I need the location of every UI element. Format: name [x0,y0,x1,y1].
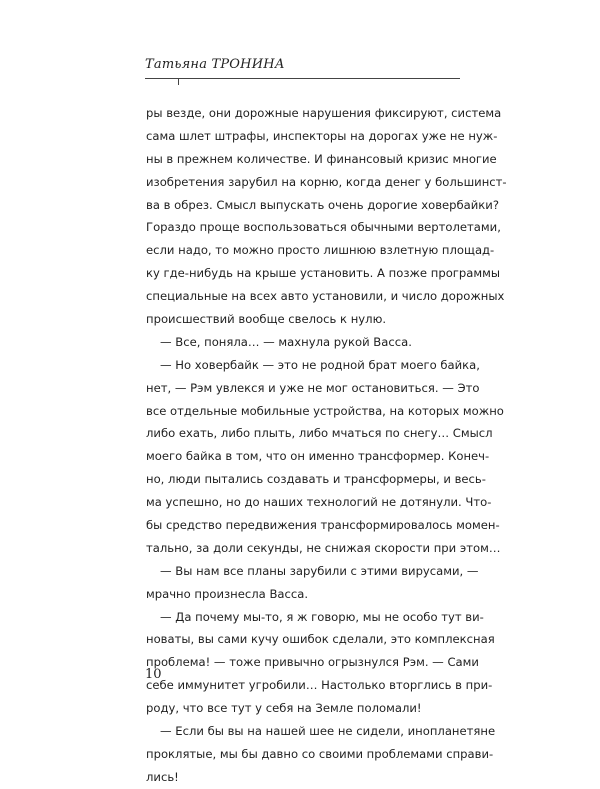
text-line: происшествий вообще свелось к нулю. [146,312,387,327]
text-line: бы средство передвижения трансформировалось момен- [146,518,500,533]
text-line: — Но ховербайк — это не родной брат моего байка, [160,357,480,372]
text-line: новаты, вы сами кучу ошибок сделали, это комплексная [146,632,495,647]
text-line: Гораздо проще воспользоваться обычными вертолетами, [146,220,501,235]
text-line: — Вы нам все планы зарубили с этими вирусами, — [160,563,479,578]
text-line: либо ехать, либо плыть, либо мчаться по снегу… Смысл [146,426,493,441]
text-line: сама шлет штрафы, инспекторы на дорогах уже не нуж- [146,128,498,143]
text-line: моего байка в том, что он именно трансформер. Конеч- [146,449,490,464]
text-line: все отдельные мобильные устройства, на которых можно [146,403,504,418]
text-line: проклятые, мы бы давно со своими проблемами справи- [146,746,494,761]
text-line: ма успешно, но до наших технологий не дотянули. Что- [146,495,492,510]
text-line: нет, — Рэм увлекся и уже не мог остановиться. — Это [146,380,480,395]
running-head-rule [145,78,460,79]
page-number: 10 [145,667,162,682]
body-text [146,102,507,789]
text-line: себе иммунитет угробили… Настолько вторглись в при- [146,678,493,693]
text-line: ку где-нибудь на крыше установить. А позже программы [146,266,500,281]
text-line: ны в прежнем количестве. И финансовый кризис многие [146,151,497,166]
running-head-tick [178,78,179,85]
text-line: роду, что все тут у себя на Земле поломали! [146,701,422,716]
text-line: — Все, поняла… — махнула рукой Васса. [160,334,412,349]
text-line: — Да почему мы-то, я ж говорю, мы не особо тут ви- [160,609,484,624]
text-line: специальные на всех авто установили, и число дорожных [146,289,505,304]
text-line: лись! [146,769,179,784]
text-line: тально, за доли секунды, не снижая скорости при этом… [146,540,501,555]
text-line: — Если бы вы на нашей шее не сидели, инопланетяне [160,724,496,739]
text-line: ры везде, они дорожные нарушения фиксируют, система [146,106,502,120]
text-line: ва в обрез. Смысл выпускать очень дорогие ховербайки? [146,197,499,212]
text-line: проблема! — тоже привычно огрызнулся Рэм. — Сами [146,655,479,670]
text-line: мрачно произнесла Васса. [146,586,309,601]
running-head-author: Татьяна ТРОНИНА [145,57,285,72]
text-line: изобретения зарубил на корню, когда денег у большинст- [146,174,507,189]
text-line: но, люди пытались создавать и трансформеры, и весь- [146,472,486,487]
text-line: если надо, то можно просто лишнюю взлетную площад- [146,243,495,258]
